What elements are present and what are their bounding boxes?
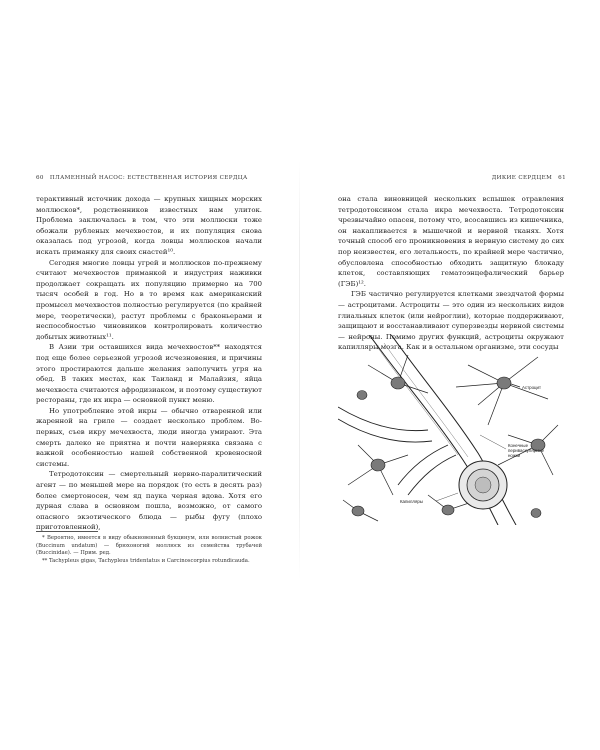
- astrocyte-cell: [352, 506, 364, 516]
- footnote: * Вероятно, имеется в виду обыкновенный букцинум, или волнистый рожок (Buccinum undatum) — брюхоногий моллюск из семейства трубачей (Buccinidae). — Прим. ред.: [36, 535, 262, 557]
- right-page-number: 61: [558, 175, 566, 181]
- right-running-head: [492, 175, 566, 181]
- paragraph: Но употребление этой икры — обычно отваренной или жаренной на гриле — создает несколько проблем. Во-первых, съев икру мечехвоста, люди иногда умирают. Эта смерть далеко не приятна и почти наверняка связана с важной особенностью нашей собственной кровеносной системы.: [36, 406, 262, 468]
- label-endfeet-2: периваскулярные: [508, 448, 545, 453]
- label-endfeet-3: ножки: [508, 453, 521, 458]
- astrocyte-cell: [497, 377, 511, 389]
- gutter-shadow: [299, 160, 300, 580]
- label-astrocyte: Астроцит: [522, 385, 541, 390]
- footnotes: [36, 535, 262, 565]
- footnote-rule: [36, 531, 98, 532]
- astrocyte-cell: [357, 391, 367, 400]
- astrocyte-cell: [531, 509, 541, 518]
- label-capillaries: Капилляры: [400, 499, 423, 504]
- right-body-text: [338, 194, 564, 353]
- paragraph: Тетродотоксин — смертельный нервно-паралитический агент — по меньшей мере на порядок (то есть в десять раз) более смертоносен, чем яд паука черная вдова. Хотя его дурная слава в основном пошла, возможно, от самого опасного экзотического блюда — рыбы фугу (плохо приготовленной),: [36, 470, 262, 532]
- paragraph: Сегодня многие ловцы угрей и моллюсков по-прежнему считают мечехвостов приманкой и индустрия наживки продолжает сокращать их популяцию примерно на 700 тысяч особей в год. Но в то время как американский промысел мечехвостов полностью регулируется (по крайней мере, теоретически), растут проблемы с браконьерами и неспособностью чиновников контролировать количество добытых животных¹¹.: [36, 258, 262, 341]
- left-body-text: [36, 194, 262, 533]
- right-running-title: ДИКИЕ СЕРДЦЕМ: [491, 175, 553, 181]
- paragraph: В Азии три оставшихся вида мечехвостов** находятся под еще более серьезной угрозой исчезновения, и причины этого простираются дальше желания заполучить угря на обед. В таких местах, как Таиланд и Малайзия, яйца мечехвоста считаются афродизиаком, и поэтому существуют рестораны, где их икра — основной пункт меню.: [36, 343, 262, 405]
- astrocyte-cell: [391, 377, 405, 389]
- paragraph: она стала виновницей нескольких вспышек отравления тетродотоксином стала икра мечехвоста. Тетродотоксин чрезвычайно опасен, потому что, всосавшись из кишечника, он накапливается в мышечной и нервной тканях. Хотя точный способ его проникновения в нервную систему до сих пор неизвестен, его летальность, по крайней мере частично, обусловлена способностью обходить защитную блокаду клеток, составляющих гематоэнцефалический барьер (ГЭБ)¹².: [338, 195, 564, 288]
- astrocyte-cell: [442, 505, 454, 515]
- astrocyte-cell: [371, 459, 385, 471]
- left-running-head: [36, 175, 248, 181]
- paragraph: ГЭБ частично регулируется клетками звездчатой формы — астроцитами. Астроциты — это один из нескольких видов глиальных клеток (или нейроглии), которые поддерживают, защищают и восстанавливают суперзвезды нервной системы — нейроны. Помимо других функций, астроциты окружают капилляры мозга. Как и в остальном организме, эти сосуды: [338, 290, 564, 352]
- left-page-number: 60: [36, 175, 44, 181]
- paragraph: терактивный источник дохода — крупных хищных морских моллюсков*, родственников известных нам улиток. Проблема заключалась в том, что эти моллюски тоже обожали рубленых мечехвостов, и их популяция снова оказалась под угрозой, когда ловцы моллюсков начали искать приманку для своих снастей¹⁰.: [36, 195, 262, 256]
- left-running-title: ПЛАМЕННЫЙ НАСОС: ЕСТЕСТВЕННАЯ ИСТОРИЯ СЕРДЦА: [49, 175, 248, 181]
- label-endfeet-1: Конечные: [508, 443, 529, 448]
- footnote: ** Tachypleus gigas, Tachypleus tridentatus и Carcinoscorpius rotundicauda.: [42, 557, 250, 564]
- astrocyte-capillary-illustration: [338, 335, 564, 525]
